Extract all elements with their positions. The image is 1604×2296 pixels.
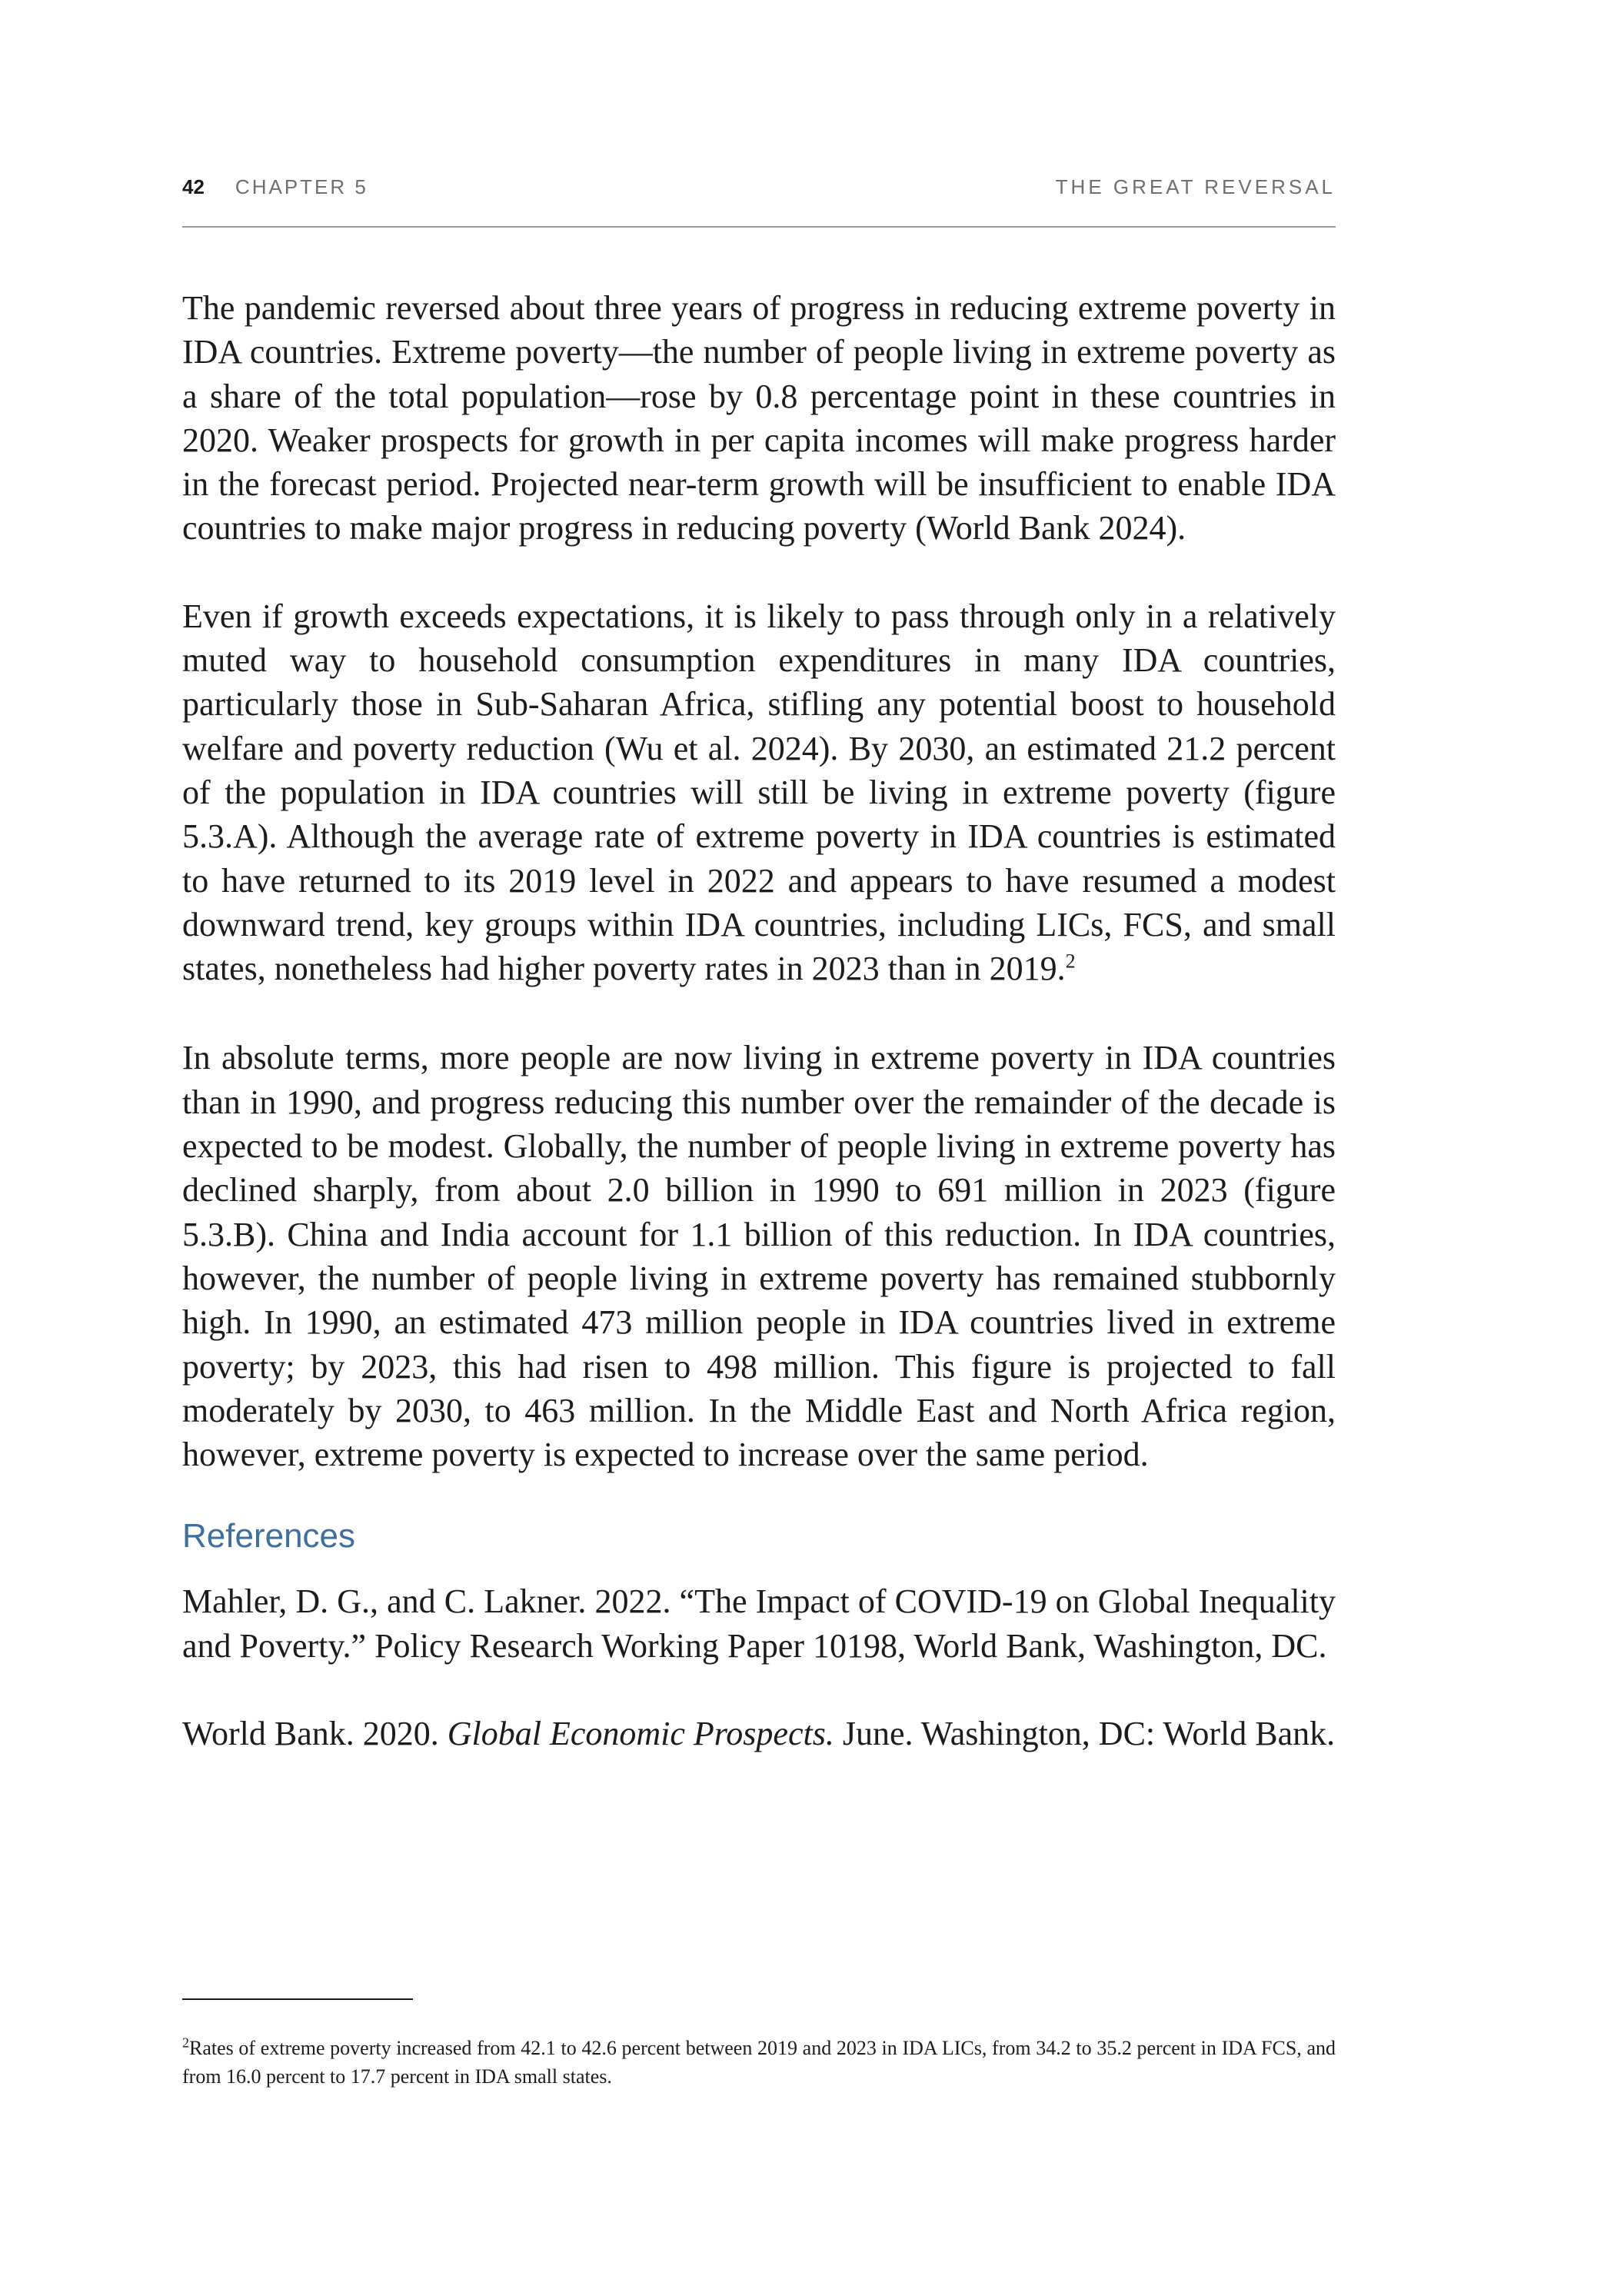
page-number: 42 xyxy=(182,175,205,198)
body-paragraph-1: The pandemic reversed about three years of progress in reducing extreme poverty in IDA countries. Extreme poverty—the number of people living in extreme poverty as a share of the total population—rose by 0.8 percentage point in these countries in 2020. Weaker prospects for growth in per capita incomes will make progress harder in the forecast period. Projected near-term growth will be insufficient to enable IDA countries to make major progress in reducing poverty (World Bank 2024). xyxy=(182,289,1336,547)
footnote-number: 2 xyxy=(182,2035,189,2051)
body-paragraph-3: In absolute terms, more people are now living in extreme poverty in IDA countries than in 1990, and progress reducing this number over the remainder of the decade is expected to be modest. Globally, the number of people living in extreme poverty has declined sharply, from about 2.0 billion in 1990 to 691 million in 2023 (figure 5.3.B). China and India account for 1.1 billion of this reduction. In IDA countries, however, the number of people living in extreme poverty has remained stubbornly high. In 1990, an estimated 473 million people in IDA countries lived in extreme poverty; by 2023, this had risen to 498 million. This figure is projected to fall moderately by 2030, to 463 million. In the Middle East and North Africa region, however, extreme poverty is expected to increase over the same period. xyxy=(182,1039,1336,1474)
reference-2-prefix: World Bank. 2020. xyxy=(182,1715,448,1753)
footnote-reference-mark[interactable]: 2 xyxy=(1065,950,1076,973)
main-text xyxy=(182,286,1336,1755)
body-paragraph-2 xyxy=(182,594,1336,991)
reference-2-suffix: June. Washington, DC: World Bank. xyxy=(834,1715,1336,1753)
footnote-text: Rates of extreme poverty increased from 42.1 to 42.6 percent between 2019 and 2023 in IDA LICs, from 34.2 to 35.2 percent in IDA FCS, and from 16.0 percent to 17.7 percent in IDA small states. xyxy=(182,2037,1336,2088)
running-header xyxy=(182,175,1336,228)
footnote-divider xyxy=(182,1998,413,2000)
body-paragraph-2-text: Even if growth exceeds expectations, it is likely to pass through only in a relatively muted way to household consumption expenditures in many IDA countries, particularly those in Sub-Saharan Africa, stifling any potential boost to household welfare and poverty reduction (Wu et al. 2024). By 2030, an estimated 21.2 percent of the population in IDA countries will still be living in extreme poverty (figure 5.3.A). Although the average rate of extreme poverty in IDA countries is estimated to have returned to its 2019 level in 2022 and appears to have resumed a modest downward trend, key groups within IDA countries, including LICs, FCS, and small states, nonetheless had higher poverty rates in 2023 than in 2019. xyxy=(182,597,1336,988)
chapter-label: CHAPTER 5 xyxy=(235,175,368,198)
references-heading: References xyxy=(182,1517,356,1556)
reference-2-title: Global Economic Prospects. xyxy=(447,1715,834,1753)
footnote xyxy=(182,2034,1336,2091)
header-left xyxy=(182,175,368,199)
reference-item-1: Mahler, D. G., and C. Lakner. 2022. “The Impact of COVID-19 on Global Inequality and Poverty.” Policy Research Working Paper 10198, World Bank, Washington, DC. xyxy=(182,1582,1336,1665)
running-title: THE GREAT REVERSAL xyxy=(1055,175,1336,198)
reference-item-2 xyxy=(182,1712,1336,1755)
